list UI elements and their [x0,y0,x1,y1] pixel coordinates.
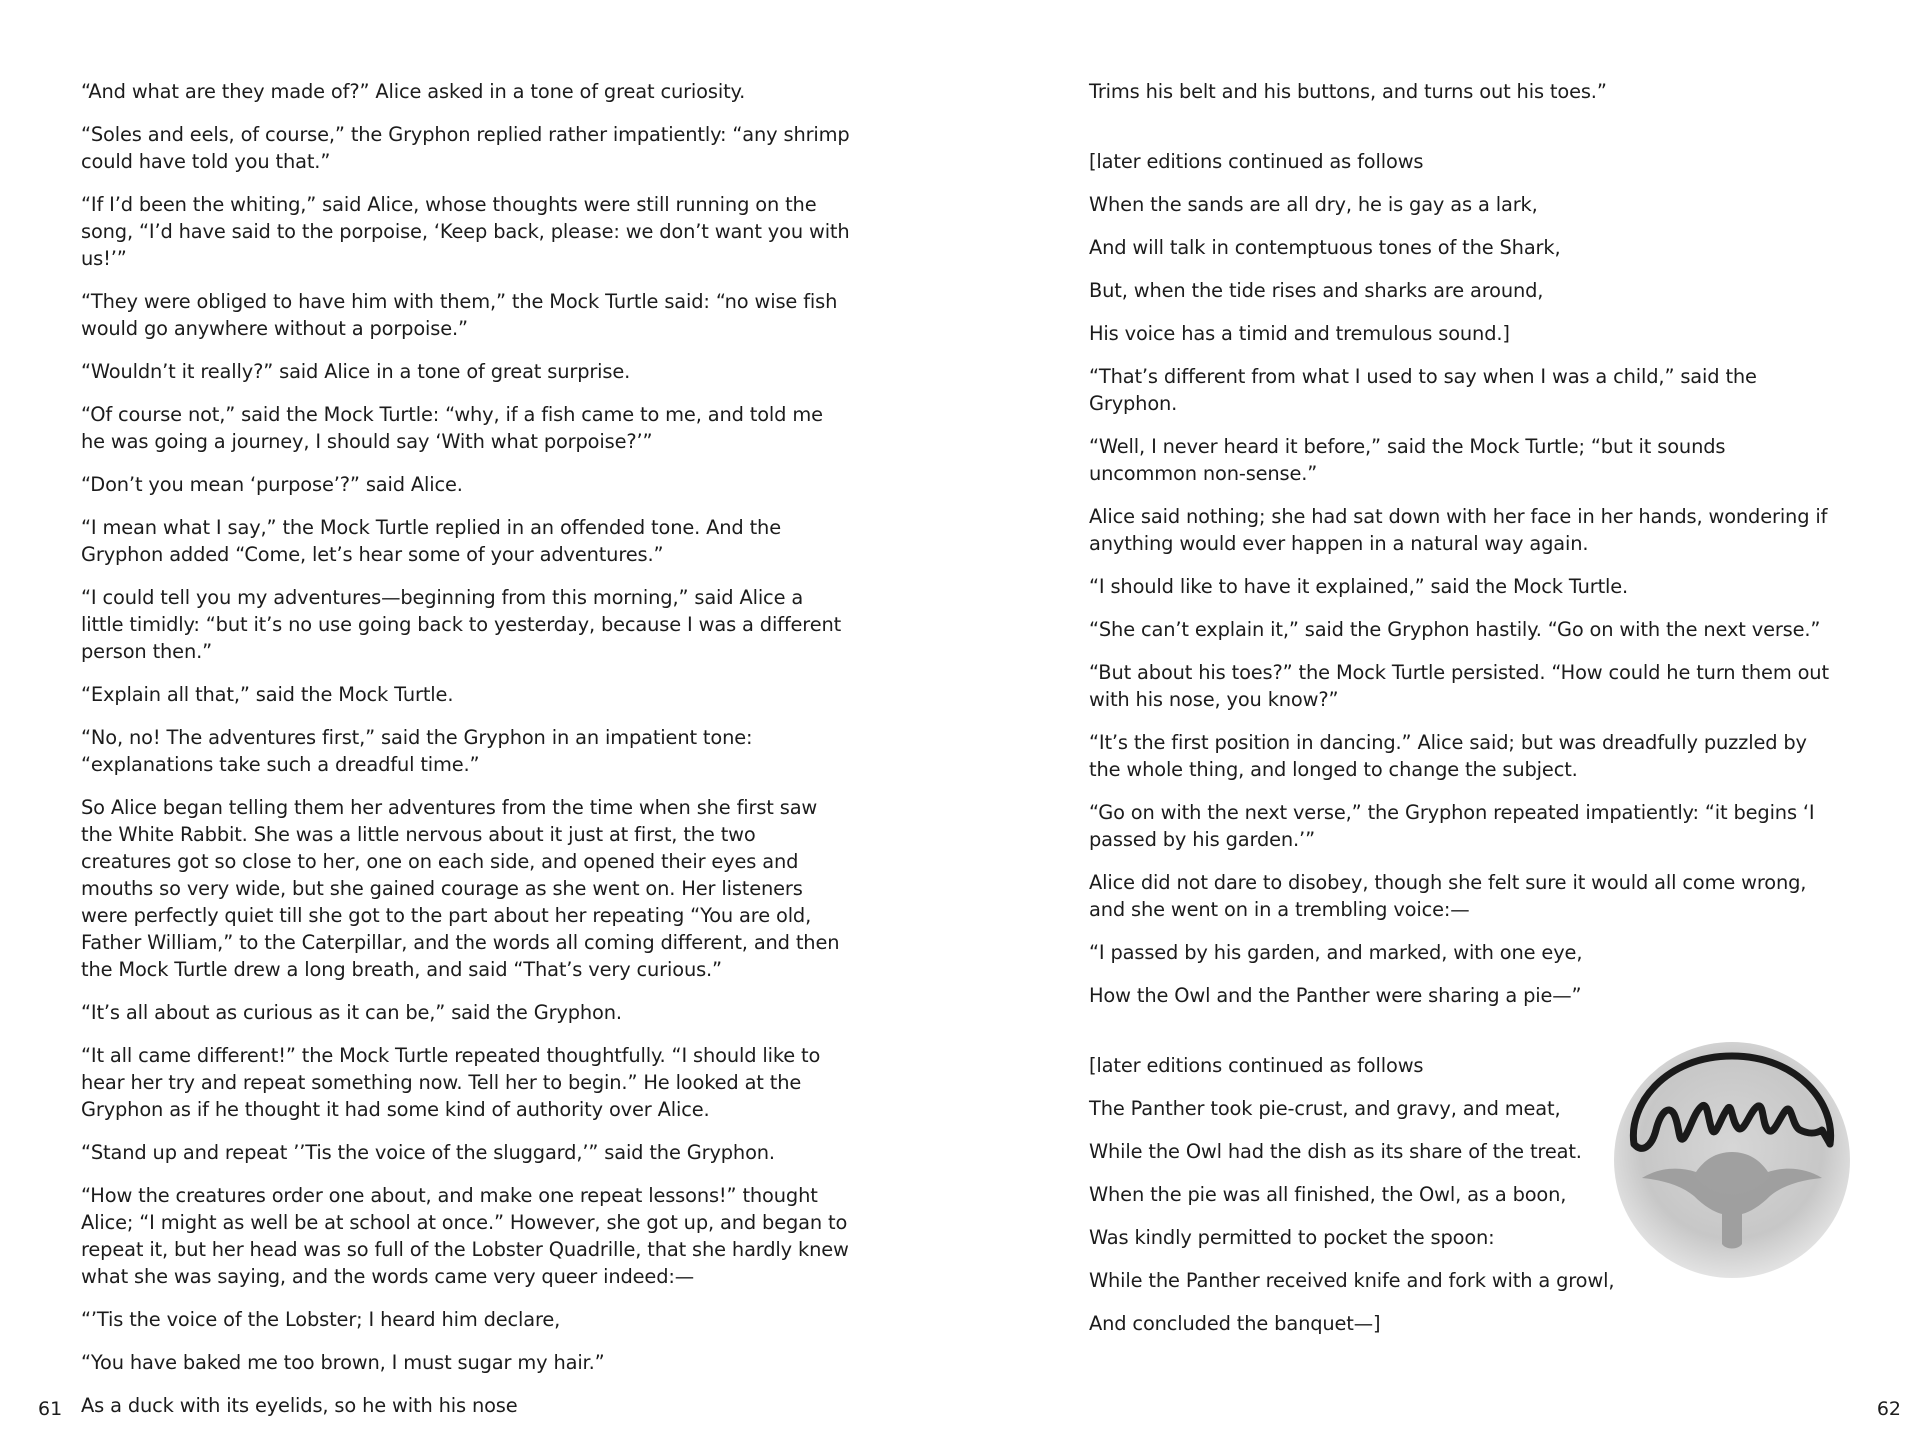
paragraph: “They were obliged to have him with them,” the Mock Turtle said: “no wise fish would go anywhere without a porpoise.” [81,290,838,340]
verse-line: And concluded the banquet—] [1089,1312,1381,1335]
paragraph: “If I’d been the whiting,” said Alice, whose thoughts were still running on the song, “I’d have said to the porpoise, ‘Keep back, please: we don’t want you with us!’” [81,193,850,270]
paragraph: “And what are they made of?” Alice asked in a tone of great curiosity. [81,80,746,103]
paragraph: “How the creatures order one about, and make one repeat lessons!” thought Alice; “I might as well be at school at once.” However, she got up, and began to repeat it, but her head was so full of the Lobster Quadrille, that she hardly knew what she was saying, and the words came very queer indeed:— [81,1184,849,1288]
verse-line: While the Owl had the dish as its share of the treat. [1089,1140,1582,1163]
paragraph: “I could tell you my adventures—beginning from this morning,” said Alice a little timidly: “but it’s no use going back to yesterday, because I was a different person then.” [81,586,842,663]
paragraph: Alice said nothing; she had sat down with her face in her hands, wondering if anything would ever happen in a natural way again. [1089,505,1828,555]
verse-line: “’Tis the voice of the Lobster; I heard him declare, [81,1308,561,1331]
paragraph: “I mean what I say,” the Mock Turtle replied in an offended tone. And the Gryphon added “Come, let’s hear some of your adventures.” [81,516,781,566]
paragraph: “It’s the first position in dancing.” Alice said; but was dreadfully puzzled by the whole thing, and longed to change the subject. [1089,731,1807,781]
verse-line: And will talk in contemptuous tones of the Shark, [1089,236,1561,259]
verse-line: How the Owl and the Panther were sharing a pie—” [1089,984,1582,1007]
paragraph: “Of course not,” said the Mock Turtle: “why, if a fish came to me, and told me he was going a journey, I should say ‘With what porpoise?’” [81,403,823,453]
monogram-bird-emblem-icon [1608,1034,1856,1282]
paragraph: “But about his toes?” the Mock Turtle persisted. “How could he turn them out with his nose, you know?” [1089,661,1829,711]
verse-line: When the sands are all dry, he is gay as a lark, [1089,193,1538,216]
verse-line: The Panther took pie-crust, and gravy, and meat, [1089,1097,1561,1120]
paragraph: “Well, I never heard it before,” said the Mock Turtle; “but it sounds uncommon non-sense.” [1089,435,1726,485]
paragraph: “Go on with the next verse,” the Gryphon repeated impatiently: “it begins ‘I passed by his garden.’” [1089,801,1815,851]
verse-line: His voice has a timid and tremulous sound.] [1089,322,1510,345]
verse-line: “I passed by his garden, and marked, with one eye, [1089,941,1583,964]
verse-line: When the pie was all finished, the Owl, as a boon, [1089,1183,1567,1206]
paragraph: “Soles and eels, of course,” the Gryphon replied rather impatiently: “any shrimp could have told you that.” [81,123,850,173]
paragraph: “It all came different!” the Mock Turtle repeated thoughtfully. “I should like to hear her try and repeat something now. Tell her to begin.” He looked at the Gryphon as if he thought it had some kind of authority over Alice. [81,1044,821,1121]
left-page-text [81,78,851,1435]
paragraph: “Don’t you mean ‘purpose’?” said Alice. [81,473,463,496]
verse-line: Was kindly permitted to pocket the spoon: [1089,1226,1495,1249]
paragraph: So Alice began telling them her adventures from the time when she first saw the White Rabbit. She was a little nervous about it just at first, the two creatures got so close to her, one on each side, and opened their eyes and mouths so very wide, but she gained courage as she went on. Her listeners were perfectly quiet till she got to the part about her repeating “You are old, Father William,” to the Caterpillar, and the words all coming different, and then the Mock Turtle drew a long breath, and said “That’s very curious.” [81,796,840,981]
paragraph: “She can’t explain it,” said the Gryphon hastily. “Go on with the next verse.” [1089,618,1821,641]
editorial-note: [later editions continued as follows [1089,150,1424,173]
page-number-right: 62 [1876,1398,1901,1420]
paragraph: “It’s all about as curious as it can be,” said the Gryphon. [81,1001,622,1024]
paragraph: “I should like to have it explained,” said the Mock Turtle. [1089,575,1629,598]
paragraph: “Wouldn’t it really?” said Alice in a tone of great surprise. [81,360,631,383]
verse-line: While the Panther received knife and fork with a growl, [1089,1269,1615,1292]
verse-line: “You have baked me too brown, I must sugar my hair.” [81,1351,605,1374]
verse-line: But, when the tide rises and sharks are around, [1089,279,1544,302]
verse-line: As a duck with its eyelids, so he with his nose [81,1394,518,1417]
paragraph: “Explain all that,” said the Mock Turtle. [81,683,454,706]
paragraph: Alice did not dare to disobey, though she felt sure it would all come wrong, and she went on in a trembling voice:— [1089,871,1807,921]
page-number-left: 61 [38,1398,63,1420]
verse-line: Trims his belt and his buttons, and turns out his toes.” [1089,80,1607,103]
paragraph: “No, no! The adventures first,” said the Gryphon in an impatient tone: “explanations take such a dreadful time.” [81,726,753,776]
paragraph: “That’s different from what I used to say when I was a child,” said the Gryphon. [1089,365,1757,415]
paragraph: “Stand up and repeat ’’Tis the voice of the sluggard,’” said the Gryphon. [81,1141,775,1164]
editorial-note: [later editions continued as follows [1089,1054,1424,1077]
